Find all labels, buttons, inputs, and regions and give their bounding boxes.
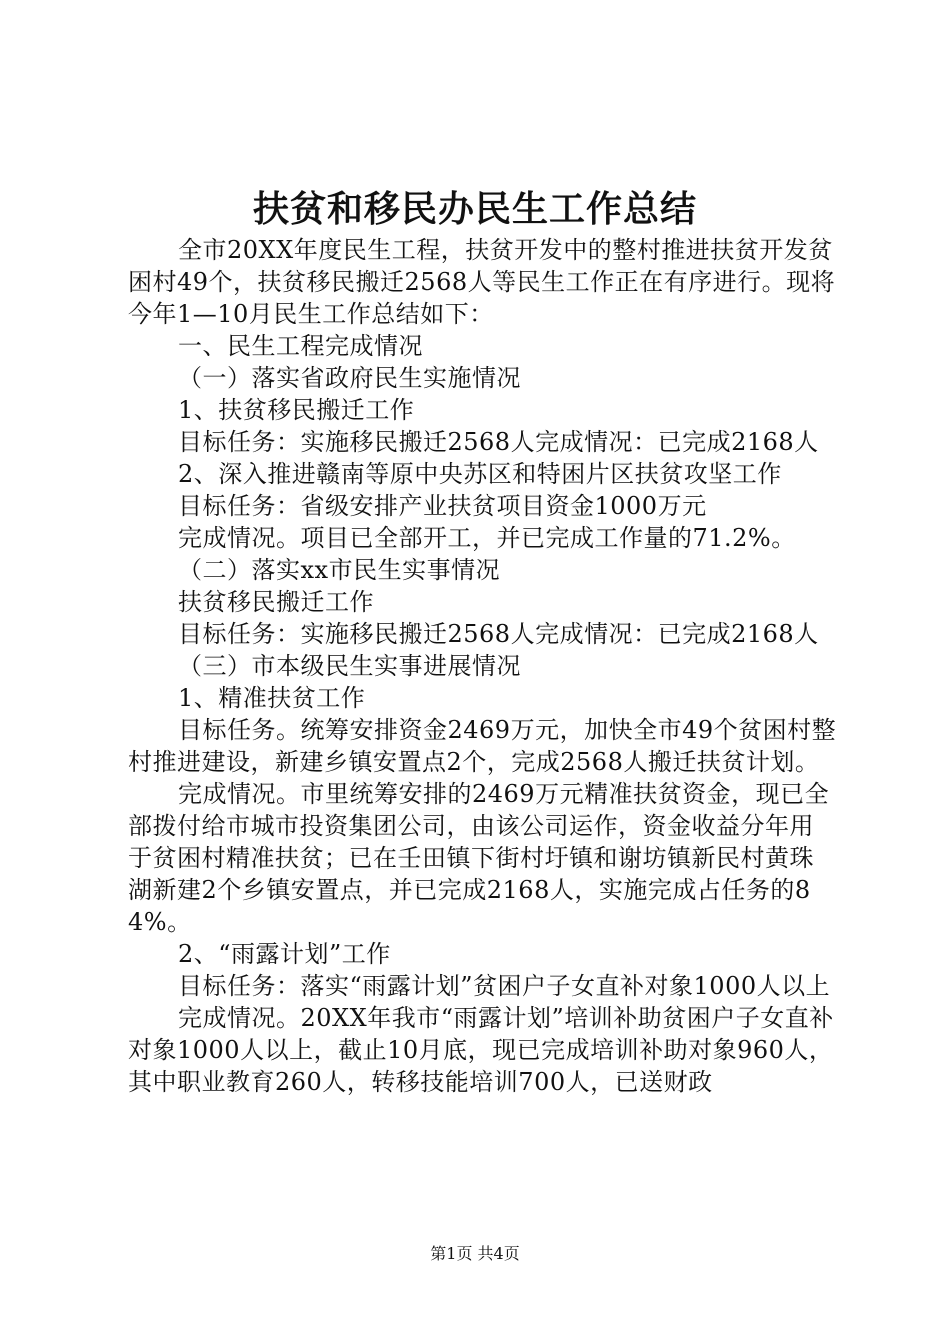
item-heading: 1、精准扶贫工作 xyxy=(178,684,366,712)
task-paragraph: 目标任务：落实“雨露计划”贫困户子女直补对象1000人以上 xyxy=(178,972,831,1000)
document-title: 扶贫和移民办民生工作总结 xyxy=(252,188,697,230)
completion-paragraph: 完成情况。市里统筹安排的2469万元精准扶贫资金，现已全部拨付给市城市投资集团公司，由该公司运作，资金收益分年用于贫困村精准扶贫；已在壬田镇下街村圩镇和谢坊镇新民村黄珠湖新建2个乡镇安置点，并已完成2168人，实施完成占任务的84%。 xyxy=(128,780,830,936)
task-paragraph: 目标任务：省级安排产业扶贫项目资金1000万元 xyxy=(178,492,707,520)
subsection-heading-2: （二）落实xx市民生实事情况 xyxy=(178,556,501,584)
item-heading: 2、深入推进赣南等原中央苏区和特困片区扶贫攻坚工作 xyxy=(178,460,782,488)
page-number-footer: 第1页 共4页 xyxy=(430,1244,520,1263)
section-heading-1: 一、民生工程完成情况 xyxy=(178,332,423,360)
item-heading: 2、“雨露计划”工作 xyxy=(178,940,391,968)
completion-paragraph: 完成情况。20XX年我市“雨露计划”培训补助贫困户子女直补对象1000人以上，截止10月底，现已完成培训补助对象960人，其中职业教育260人，转移技能培训700人，已送财政 xyxy=(128,1004,834,1096)
subsection-heading-1: （一）落实省政府民生实施情况 xyxy=(178,364,521,392)
document-body xyxy=(128,234,838,1098)
task-paragraph: 目标任务：实施移民搬迁2568人完成情况：已完成2168人 xyxy=(178,428,819,456)
item-heading: 扶贫移民搬迁工作 xyxy=(178,588,374,616)
item-heading: 1、扶贫移民搬迁工作 xyxy=(178,396,415,424)
task-paragraph: 目标任务。统筹安排资金2469万元，加快全市49个贫困村整村推进建设，新建乡镇安置点2个，完成2568人搬迁扶贫计划。 xyxy=(128,716,837,776)
task-paragraph: 目标任务：实施移民搬迁2568人完成情况：已完成2168人 xyxy=(178,620,819,648)
intro-paragraph: 全市20XX年度民生工程，扶贫开发中的整村推进扶贫开发贫困村49个，扶贫移民搬迁2568人等民生工作正在有序进行。现将今年1—10月民生工作总结如下： xyxy=(128,236,836,328)
completion-paragraph: 完成情况。项目已全部开工，并已完成工作量的71.2%。 xyxy=(178,524,796,552)
subsection-heading-3: （三）市本级民生实事进展情况 xyxy=(178,652,521,680)
